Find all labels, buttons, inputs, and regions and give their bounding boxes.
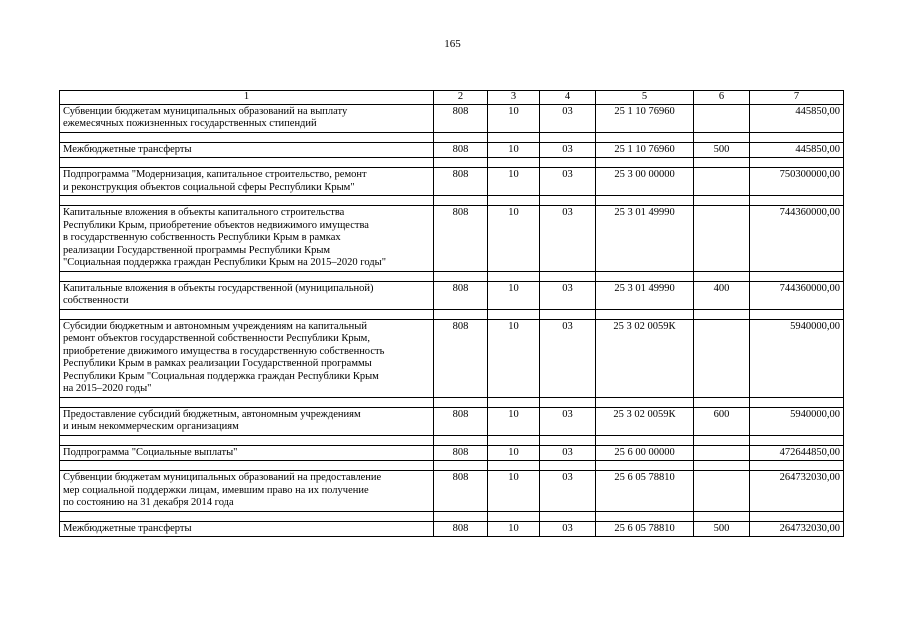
- separator-cell: [750, 309, 844, 319]
- table-row: [60, 104, 844, 132]
- separator-cell: [60, 397, 434, 407]
- row-code-cell: [694, 104, 750, 132]
- separator-cell: [596, 158, 694, 168]
- row-code-cell: 500: [694, 521, 750, 537]
- row-code-cell: 10: [488, 281, 540, 309]
- row-code-cell: 10: [488, 319, 540, 397]
- row-separator: [60, 196, 844, 206]
- row-code-cell: 808: [434, 521, 488, 537]
- column-header: 5: [596, 91, 694, 105]
- separator-cell: [434, 309, 488, 319]
- separator-cell: [434, 461, 488, 471]
- separator-cell: [434, 132, 488, 142]
- row-code-cell: 10: [488, 471, 540, 512]
- row-code-cell: 03: [540, 168, 596, 196]
- row-code-cell: 03: [540, 521, 596, 537]
- row-code-cell: 03: [540, 319, 596, 397]
- row-code-cell: 808: [434, 407, 488, 435]
- separator-cell: [434, 435, 488, 445]
- separator-cell: [434, 271, 488, 281]
- separator-cell: [540, 271, 596, 281]
- row-code-cell: 808: [434, 445, 488, 461]
- separator-cell: [596, 132, 694, 142]
- column-header: 6: [694, 91, 750, 105]
- separator-cell: [488, 271, 540, 281]
- separator-cell: [694, 511, 750, 521]
- separator-cell: [488, 309, 540, 319]
- row-name-cell: Межбюджетные трансферты: [60, 521, 434, 537]
- separator-cell: [750, 132, 844, 142]
- row-amount-cell: 744360000,00: [750, 281, 844, 309]
- row-code-cell: 808: [434, 142, 488, 158]
- row-code-cell: 808: [434, 104, 488, 132]
- row-name-cell: Субсидии бюджетным и автономным учреждениям на капитальный ремонт объектов государственной собственности Республики Крым, приобретение движимого имущества в государственную собственность Республики Крым в рамках реализации Государственной программы Республики Крым "Социальная поддержка граждан Республики Крым на 2015–2020 годы": [60, 319, 434, 397]
- row-code-cell: 25 6 05 78810: [596, 471, 694, 512]
- table-row: [60, 281, 844, 309]
- separator-cell: [434, 397, 488, 407]
- row-code-cell: 25 3 01 49990: [596, 206, 694, 272]
- row-code-cell: 808: [434, 206, 488, 272]
- separator-cell: [596, 397, 694, 407]
- separator-cell: [596, 196, 694, 206]
- separator-cell: [694, 196, 750, 206]
- row-code-cell: 10: [488, 206, 540, 272]
- row-code-cell: 25 3 00 00000: [596, 168, 694, 196]
- row-code-cell: 25 6 05 78810: [596, 521, 694, 537]
- separator-cell: [750, 397, 844, 407]
- separator-cell: [434, 158, 488, 168]
- separator-cell: [596, 435, 694, 445]
- row-separator: [60, 158, 844, 168]
- row-code-cell: 10: [488, 445, 540, 461]
- separator-cell: [540, 132, 596, 142]
- row-separator: [60, 397, 844, 407]
- row-amount-cell: 5940000,00: [750, 407, 844, 435]
- separator-cell: [694, 461, 750, 471]
- row-amount-cell: 750300000,00: [750, 168, 844, 196]
- row-code-cell: 500: [694, 142, 750, 158]
- row-amount-cell: 744360000,00: [750, 206, 844, 272]
- row-amount-cell: 5940000,00: [750, 319, 844, 397]
- row-code-cell: 03: [540, 104, 596, 132]
- row-code-cell: 03: [540, 471, 596, 512]
- row-code-cell: [694, 471, 750, 512]
- separator-cell: [434, 511, 488, 521]
- row-name-cell: Капитальные вложения в объекты капитального строительства Республики Крым, приобретение объектов недвижимого имущества в государственную собственность Республики Крым в рамках реализации Государственной программы Республики Крым "Социальная поддержка граждан Республики Крым на 2015–2020 годы": [60, 206, 434, 272]
- row-name-cell: Субвенции бюджетам муниципальных образований на выплату ежемесячных пожизненных государственных стипендий: [60, 104, 434, 132]
- separator-cell: [60, 461, 434, 471]
- separator-cell: [488, 397, 540, 407]
- separator-cell: [540, 397, 596, 407]
- separator-cell: [488, 435, 540, 445]
- row-code-cell: 808: [434, 281, 488, 309]
- row-code-cell: 25 1 10 76960: [596, 104, 694, 132]
- row-code-cell: 25 3 02 0059К: [596, 407, 694, 435]
- separator-cell: [694, 397, 750, 407]
- row-code-cell: 03: [540, 142, 596, 158]
- row-code-cell: 10: [488, 521, 540, 537]
- row-code-cell: 10: [488, 407, 540, 435]
- separator-cell: [540, 511, 596, 521]
- separator-cell: [694, 132, 750, 142]
- separator-cell: [60, 196, 434, 206]
- row-code-cell: 808: [434, 168, 488, 196]
- table-row: [60, 521, 844, 537]
- separator-cell: [750, 435, 844, 445]
- row-amount-cell: 264732030,00: [750, 471, 844, 512]
- row-code-cell: 25 3 01 49990: [596, 281, 694, 309]
- separator-cell: [540, 309, 596, 319]
- row-code-cell: [694, 319, 750, 397]
- separator-cell: [488, 461, 540, 471]
- separator-cell: [596, 309, 694, 319]
- row-code-cell: 25 6 00 00000: [596, 445, 694, 461]
- row-name-cell: Субвенции бюджетам муниципальных образований на предоставление мер социальной поддержки лицам, имевшим право на их получение по состоянию на 31 декабря 2014 года: [60, 471, 434, 512]
- table-row: [60, 206, 844, 272]
- row-separator: [60, 309, 844, 319]
- separator-cell: [60, 271, 434, 281]
- separator-cell: [694, 158, 750, 168]
- separator-cell: [60, 435, 434, 445]
- row-code-cell: 808: [434, 319, 488, 397]
- separator-cell: [540, 158, 596, 168]
- row-separator: [60, 132, 844, 142]
- row-amount-cell: 445850,00: [750, 142, 844, 158]
- table-row: [60, 407, 844, 435]
- separator-cell: [488, 132, 540, 142]
- column-header: 1: [60, 91, 434, 105]
- row-name-cell: Предоставление субсидий бюджетным, автономным учреждениям и иным некоммерческим организациям: [60, 407, 434, 435]
- row-code-cell: 03: [540, 407, 596, 435]
- row-code-cell: 808: [434, 471, 488, 512]
- row-name-cell: Подпрограмма "Модернизация, капитальное строительство, ремонт и реконструкция объектов социальной сферы Республики Крым": [60, 168, 434, 196]
- separator-cell: [488, 196, 540, 206]
- column-header: 2: [434, 91, 488, 105]
- separator-cell: [60, 158, 434, 168]
- row-separator: [60, 511, 844, 521]
- row-code-cell: 03: [540, 281, 596, 309]
- separator-cell: [434, 196, 488, 206]
- separator-cell: [596, 461, 694, 471]
- row-code-cell: 03: [540, 445, 596, 461]
- row-code-cell: 03: [540, 206, 596, 272]
- column-header: 4: [540, 91, 596, 105]
- separator-cell: [750, 271, 844, 281]
- column-header: 7: [750, 91, 844, 105]
- table-row: [60, 445, 844, 461]
- row-code-cell: 10: [488, 142, 540, 158]
- row-separator: [60, 461, 844, 471]
- separator-cell: [750, 196, 844, 206]
- row-code-cell: 10: [488, 104, 540, 132]
- separator-cell: [694, 309, 750, 319]
- row-code-cell: [694, 168, 750, 196]
- row-name-cell: Межбюджетные трансферты: [60, 142, 434, 158]
- separator-cell: [694, 435, 750, 445]
- budget-table: [59, 90, 844, 537]
- row-amount-cell: 264732030,00: [750, 521, 844, 537]
- row-amount-cell: 445850,00: [750, 104, 844, 132]
- separator-cell: [540, 461, 596, 471]
- separator-cell: [488, 511, 540, 521]
- separator-cell: [60, 132, 434, 142]
- row-code-cell: [694, 445, 750, 461]
- page-number: 165: [444, 38, 461, 50]
- separator-cell: [750, 158, 844, 168]
- row-code-cell: 600: [694, 407, 750, 435]
- row-name-cell: Подпрограмма "Социальные выплаты": [60, 445, 434, 461]
- row-code-cell: 25 3 02 0059К: [596, 319, 694, 397]
- row-name-cell: Капитальные вложения в объекты государственной (муниципальной) собственности: [60, 281, 434, 309]
- separator-cell: [694, 271, 750, 281]
- row-separator: [60, 271, 844, 281]
- table-row: [60, 142, 844, 158]
- separator-cell: [540, 435, 596, 445]
- separator-cell: [540, 196, 596, 206]
- separator-cell: [750, 461, 844, 471]
- row-code-cell: [694, 206, 750, 272]
- separator-cell: [750, 511, 844, 521]
- table-row: [60, 168, 844, 196]
- row-separator: [60, 435, 844, 445]
- table-row: [60, 319, 844, 397]
- separator-cell: [488, 158, 540, 168]
- table-row: [60, 471, 844, 512]
- row-amount-cell: 472644850,00: [750, 445, 844, 461]
- separator-cell: [596, 271, 694, 281]
- row-code-cell: 400: [694, 281, 750, 309]
- header-row: [60, 91, 844, 105]
- separator-cell: [60, 511, 434, 521]
- row-code-cell: 25 1 10 76960: [596, 142, 694, 158]
- column-header: 3: [488, 91, 540, 105]
- separator-cell: [60, 309, 434, 319]
- separator-cell: [596, 511, 694, 521]
- row-code-cell: 10: [488, 168, 540, 196]
